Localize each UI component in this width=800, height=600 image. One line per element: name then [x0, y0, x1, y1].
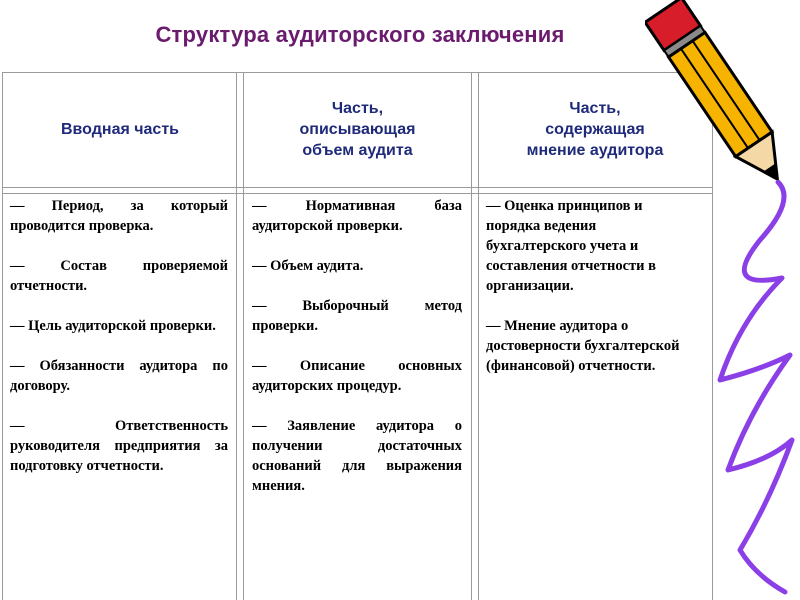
- list-item: — Нормативная база аудиторской проверки.: [252, 198, 462, 234]
- slide-title: Структура аудиторского заключения: [155, 22, 565, 47]
- column-divider: [471, 72, 479, 600]
- header-opinion-label: Часть, содержащая мнение аудитора: [526, 100, 664, 159]
- list-item: — Обязанности аудитора по договору.: [10, 358, 228, 394]
- list-item: — Ответственность руководителя предприятия за подготовку отчетности.: [10, 418, 228, 474]
- list-item: — Заявление аудитора о получении достаточных оснований для выражения мнения.: [252, 418, 462, 494]
- intro-column: [10, 196, 228, 496]
- list-item: — Состав проверяемой отчетности.: [10, 258, 228, 294]
- header-intro-label: Вводная часть: [61, 121, 179, 138]
- header-intro: [4, 72, 236, 187]
- list-item: — Описание основных аудиторских процедур.: [252, 358, 462, 394]
- list-item: — Выборочный метод проверки.: [252, 298, 462, 334]
- list-item: — Мнение аудитора о достоверности бухгалтерской (финансовой) отчетности.: [486, 318, 680, 374]
- header-divider: [2, 187, 713, 194]
- list-item: — Период, за который проводится проверка.: [10, 198, 228, 234]
- list-item: — Оценка принципов и порядка ведения бухгалтерского учета и составления отчетности в организации.: [486, 198, 656, 294]
- opinion-column: [486, 196, 698, 396]
- list-item: — Объем аудита.: [252, 258, 364, 274]
- list-item: — Цель аудиторской проверки.: [10, 318, 216, 334]
- column-divider: [236, 72, 244, 600]
- scope-column: [252, 196, 462, 516]
- header-scope: [244, 72, 471, 187]
- pencil-icon: [645, 0, 800, 195]
- header-scope-label: Часть, описывающая объем аудита: [299, 100, 416, 159]
- squiggle-decoration: [700, 180, 800, 600]
